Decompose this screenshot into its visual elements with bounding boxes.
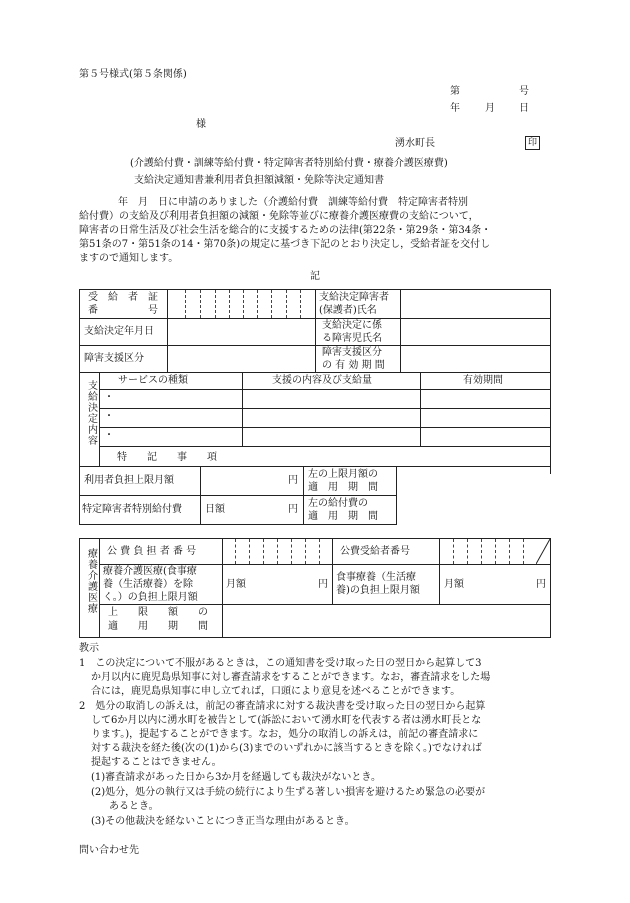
special-benefit-label: 特定障害者特別給付費 xyxy=(82,504,182,515)
number-label-dai: 第 xyxy=(450,86,460,97)
daily-amount-label: 日額 xyxy=(205,504,225,515)
contact-label: 問い合わせ先 xyxy=(79,845,139,856)
recipient-no-label-1: 受 給 者 証 xyxy=(88,292,158,303)
medical-yen: 円 xyxy=(318,579,328,590)
benefit-period-label-1: 左の給付費の xyxy=(308,498,368,509)
recipient-no-label-2: 番 号 xyxy=(88,305,158,316)
date-day: 日 xyxy=(519,103,529,114)
medical-limit-label-2: 養（生活療養）を除 xyxy=(103,579,193,590)
body-line2: 給付費）の支給及び利用者負担額の減額・免除等並びに療養介護医療費の支給について， xyxy=(79,211,479,222)
payer-no-label: 公 費 負 担 者 番 号 xyxy=(107,546,197,557)
note2-line4: 対する裁決を経た後(次の(1)から(3)までのいずれかに該当するときを除く。)でなければ xyxy=(91,743,482,754)
meal-monthly-label: 月額 xyxy=(444,579,464,590)
meal-limit-label-2: 養)の負担上限月額 xyxy=(336,585,420,596)
child-name-label-1: 支給決定に係 xyxy=(322,320,382,331)
decision-content-vertical-label: 支給決定内容 xyxy=(85,380,97,446)
medical-limit-label-1: 療養介護医療(食事療 xyxy=(103,566,197,577)
support-period-label-2: の 有 効 期 間 xyxy=(322,360,385,371)
body-line3: 障害者の日常生活及び社会生活を総合的に支援するための法律(第22条・第29条・第34条・ xyxy=(79,225,492,236)
note1-line2: か月以内に鹿児島県知事に対し審査請求をすることができます。なお，審査請求をした場 xyxy=(91,672,491,683)
benefit-period-label-2: 適 用 期 間 xyxy=(308,511,378,522)
decided-name-label-1: 支給決定障害者 xyxy=(319,292,389,303)
body-line5: ますので通知します。 xyxy=(79,253,179,264)
note2-line5: 提起することはできません。 xyxy=(91,757,222,768)
medical-monthly-label: 月額 xyxy=(226,579,246,590)
decided-name-label-2: (保護者)氏名 xyxy=(319,305,377,316)
limit-period-label-1: 上 限 額 の xyxy=(108,607,208,618)
support-class-label: 障害支援区分 xyxy=(84,353,144,364)
note1-line1: 1 この決定について不服があるときは，この通知書を受け取った日の翌日から起算して3 xyxy=(79,658,482,669)
meal-limit-label-1: 食事療養（生活療 xyxy=(336,572,416,583)
burden-limit-yen: 円 xyxy=(288,475,298,486)
clause1: (1)審査請求があった日から3か月を経過しても裁決がないとき。 xyxy=(91,772,382,783)
special-benefit-yen: 円 xyxy=(288,504,298,515)
notes-heading: 教示 xyxy=(79,643,99,654)
title-line2: 支給決定通知書兼利用者負担額減額・免除等決定通知書 xyxy=(134,175,384,186)
remarks-label: 特 記 事 項 xyxy=(117,452,217,463)
burden-period-label-2: 適 用 期 間 xyxy=(308,482,378,493)
col-support-amount: 支援の内容及び支給量 xyxy=(272,375,372,386)
diagonal-slash xyxy=(536,539,550,564)
title-line1: (介護給付費・訓練等給付費・特定障害者特別給付費・療養介護医療費) xyxy=(130,158,448,169)
clause2-line1: (2)処分，処分の執行又は手続の続行により生ずる著しい損害を避けるため緊急の必要が xyxy=(91,787,486,798)
clause2-line2: あるとき。 xyxy=(109,801,159,812)
body-line1: 年 月 日に申請のありました（介護給付費 訓練等給付費 特定障害者特別 xyxy=(118,197,468,208)
seal-mark: 印 xyxy=(525,136,540,150)
col-service-type: サービスの種類 xyxy=(118,375,188,386)
support-period-label-1: 障害支援区分 xyxy=(322,347,382,358)
addressee-sama: 様 xyxy=(196,119,206,130)
meal-yen: 円 xyxy=(536,579,546,590)
child-name-label-2: る障害児氏名 xyxy=(322,333,382,344)
note2-line2: して6か月以内に湧水町を被告として(訴訟において湧水町を代表する者は湧水町長とな xyxy=(91,715,482,726)
burden-period-label-1: 左の上限月額の xyxy=(308,469,378,480)
medical-limit-label-3: く。）の負担上限月額 xyxy=(103,592,198,603)
medical-vertical-label: 療養介護医療 xyxy=(85,548,97,614)
number-label-go: 号 xyxy=(519,86,529,97)
receiver-no-label: 公費受給者番号 xyxy=(340,546,410,557)
burden-limit-label: 利用者負担上限月額 xyxy=(84,475,174,486)
issuer-name: 湧水町長 xyxy=(395,138,435,149)
note1-line3: 合には，鹿児島県知事に申し立てれば，口頭により意見を述べることができます。 xyxy=(91,686,461,697)
col-valid-period: 有効期間 xyxy=(463,375,503,386)
note2-line3: ります。)，提起することができます。なお，処分の取消しの訴えは，前記の審査請求に xyxy=(91,729,479,740)
limit-period-label-2: 適 用 期 間 xyxy=(108,621,208,632)
body-line4: 第51条の7・第51条の14・第70条)の規定に基づき下記のとおり決定し，受給者証を交付し xyxy=(79,239,491,250)
note2-line1: 2 処分の取消しの訴えは，前記の審査請求に対する裁決書を受け取った日の翌日から起算 xyxy=(79,701,486,712)
clause3: (3)その他裁決を経ないことにつき正当な理由があるとき。 xyxy=(91,816,355,827)
form-number: 第５号様式(第５条関係) xyxy=(79,69,187,80)
date-year: 年 xyxy=(450,103,460,114)
date-month: 月 xyxy=(485,103,495,114)
ki-heading: 記 xyxy=(310,271,320,282)
decision-date-label: 支給決定年月日 xyxy=(84,326,154,337)
